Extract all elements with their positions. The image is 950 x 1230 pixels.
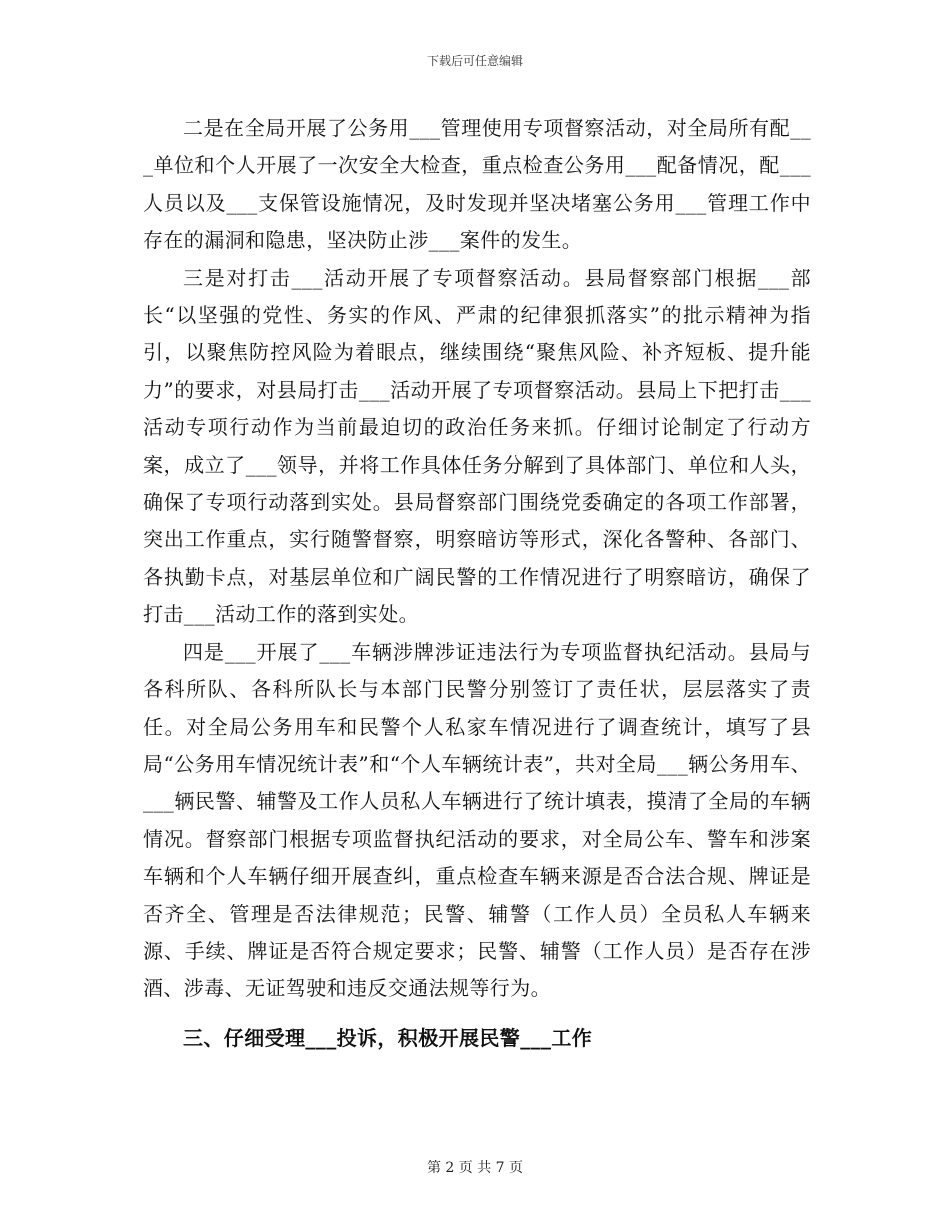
page-header-note: 下载后可任意编辑 — [426, 54, 523, 68]
paragraph-audit-official-items: 二是在全局开展了公务用___管理使用专项督察活动，对全局所有配___单位和个人开展了一次安全大检查，重点检查公务用___配备情况，配___人员以及___支保管设施情况，及时发现并坚决堵塞公务用___管理工作中存在的漏洞和隐患，坚决防止涉___案件的发生。 — [143, 116, 811, 253]
document-body — [143, 110, 811, 1057]
paragraph-vehicle-supervision: 四是___开展了___车辆涉牌涉证违法行为专项监督执纪活动。县局与各科所队、各科所队长与本部门民警分别签订了责任状，层层落实了责任。对全局公务用车和民警个人私家车情况进行了调查统计，填写了县局“公务用车情况统计表”和“个人车辆统计表”，共对全局___辆公务用车、___辆民警、辅警及工作人员私人车辆进行了统计填表，摸清了全局的车辆情况。督察部门根据专项监督执纪活动的要求，对全局公车、警车和涉案车辆和个人车辆仔细开展查纠，重点检查车辆来源是否合法合规、牌证是否齐全、管理是否法律规范；民警、辅警（工作人员）全员私人车辆来源、手续、牌证是否符合规定要求；民警、辅警（工作人员）是否存在涉酒、涉毒、无证驾驶和违反交通法规等行为。 — [143, 639, 811, 1001]
section-heading-complaints: 三、仔细受理___投诉，积极开展民警___工作 — [183, 1025, 593, 1050]
paragraph-audit-crackdown-activity: 三是对打击___活动开展了专项督察活动。县局督察部门根据___部长“以坚强的党性、务实的作风、严肃的纪律狠抓落实”的批示精神为指引，以聚焦防控风险为着眼点，继续围绕“聚焦风险、补齐短板、提升能力”的要求，对县局打击___活动开展了专项督察活动。县局上下把打击___活动专项行动作为当前最迫切的政治任务来抓。仔细讨论制定了行动方案，成立了___领导，并将工作具体任务分解到了具体部门、单位和人头，确保了专项行动落到实处。县局督察部门围绕党委确定的各项工作部署，突出工作重点，实行随警督察，明察暗访等形式，深化各警种、各部门、各执勤卡点，对基层单位和广阔民警的工作情况进行了明察暗访，确保了打击___活动工作的落到实处。 — [143, 265, 811, 627]
page-number-indicator: 第 2 页 共 7 页 — [426, 1160, 524, 1176]
